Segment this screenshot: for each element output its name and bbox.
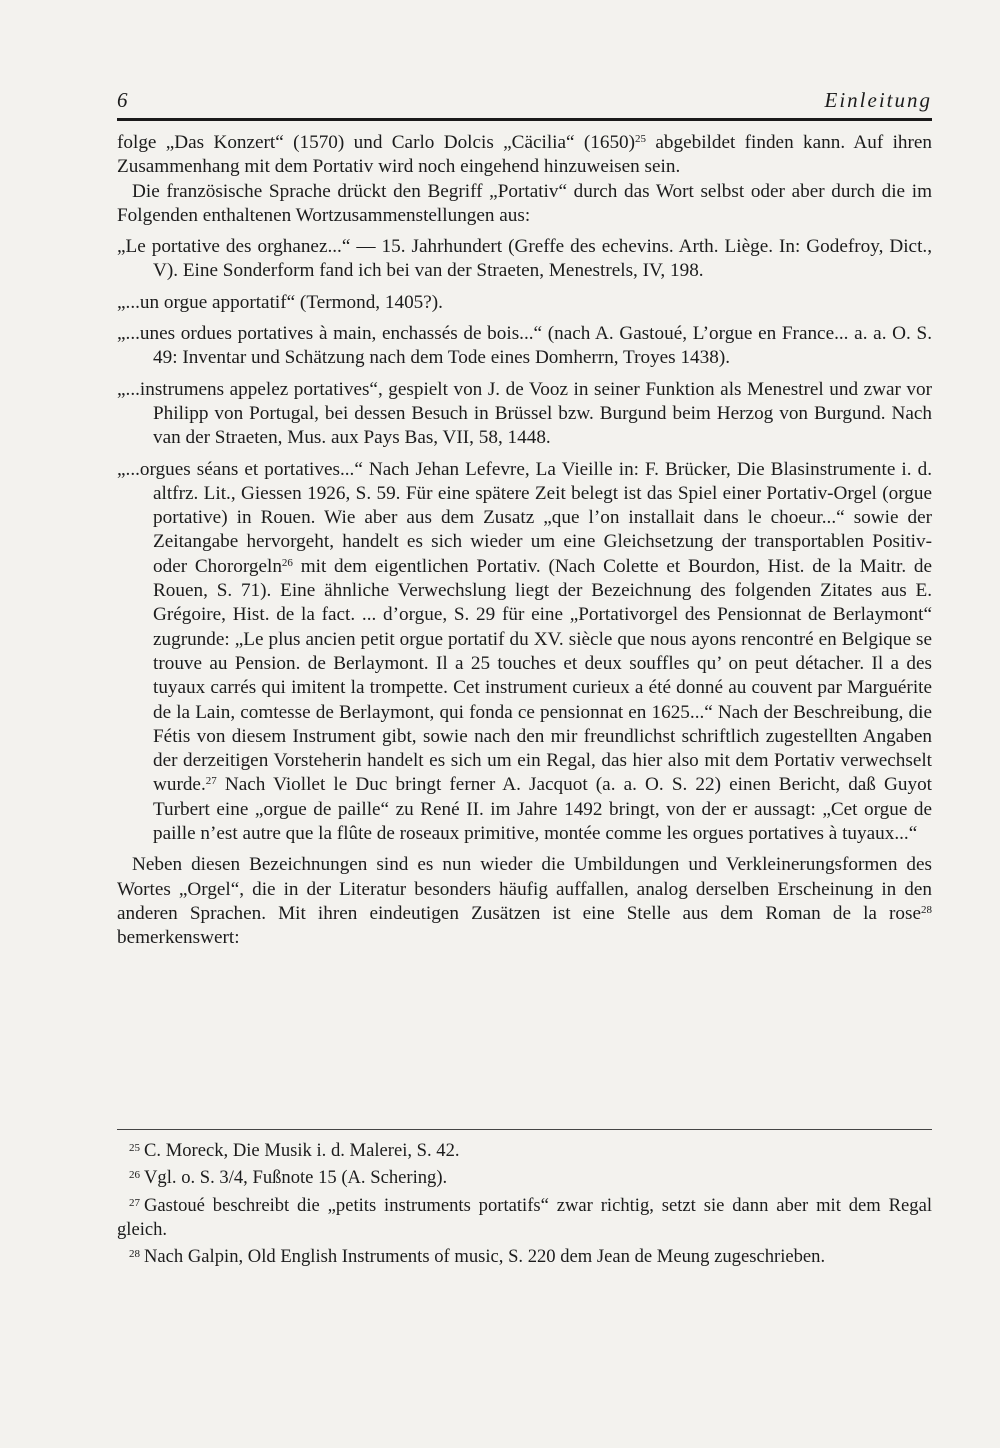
- footnote-number: 27: [129, 1196, 140, 1209]
- footnote-ref-25: 25: [635, 133, 647, 145]
- quote-le-portative: „Le portative des orghanez...“ — 15. Jahrhundert (Greffe des echevins. Arth. Liège. In: Godefroy, Dict., V). Eine Sonderform fand ich bei van der Straeten, Menestrels, IV, 198.: [117, 236, 932, 282]
- page-header: [117, 88, 932, 118]
- footnote: $^{26}$ Vgl. o. S. 3/4, Fußnote 15 (A. Schering).: [129, 1167, 448, 1189]
- paragraph-orgel-forms: Neben diesen Bezeichnungen sind es nun wieder die Umbildungen und Verkleinerungsformen des Wortes „Orgel“, die in der Literatur besonders häufig auffallen, analog derselben Erscheinung in den anderen Sprachen. Mit ihren eindeutigen Zusätzen ist eine Stelle aus dem Roman de la rose$^{28}$ bemerkenswert:: [117, 854, 932, 949]
- footnote-rule: [117, 1129, 932, 1130]
- main-text: [117, 131, 932, 951]
- footnote: $^{25}$ C. Moreck, Die Musik i. d. Malerei, S. 42.: [129, 1140, 460, 1161]
- footnote-number: 25: [129, 1142, 140, 1154]
- footnote-number: 26: [129, 1169, 140, 1182]
- footnotes: [117, 1136, 932, 1269]
- footnote: $^{28}$ Nach Galpin, Old English Instruments of music, S. 220 dem Jean de Meung zugeschrieben.: [129, 1246, 826, 1268]
- footnote: $^{27}$ Gastoué beschreibt die „petits instruments portatifs“ zwar richtig, setzt sie dann aber mit dem Regal gleich.: [117, 1194, 932, 1240]
- quote-instrumens: „...instrumens appelez portatives“, gespielt von J. de Vooz in seiner Funktion als Menestrel und zwar vor Philipp von Portugal, bei dessen Besuch in Brüssel bzw. Burgund beim Herzog von Burgund. Nach van der Straeten, Mus. aux Pays Bas, VII, 58, 1448.: [117, 378, 932, 449]
- footnote-ref-26: 26: [281, 556, 293, 569]
- footnote-number: 28: [129, 1248, 140, 1261]
- page-number: 6: [117, 88, 128, 112]
- quote-orgue-apportatif: „...un orgue apportatif“ (Termond, 1405?).: [117, 291, 443, 313]
- header-rule: [117, 118, 932, 121]
- footnote-ref-27: 27: [205, 775, 217, 788]
- footnote-ref-28: 28: [921, 903, 932, 916]
- paragraph-continued: folge „Das Konzert“ (1570) und Carlo Dolcis „Cäcilia“ $(1650)^{25}$ abgebildet finden kann. Auf ihren Zusammenhang mit dem Portativ wird noch eingehend hinzuweisen sein.: [117, 132, 933, 178]
- running-title: Einleitung: [824, 88, 932, 112]
- quote-ordues-portatives: „...unes ordues portatives à main, enchassés de bois...“ (nach A. Gastoué, L’orgue en France... a. a. O. S. 49: Inventar und Schätzung nach dem Tode eines Domherrn, Troyes 1438).: [117, 323, 932, 369]
- paragraph-french-terms: Die französische Sprache drückt den Begriff „Portativ“ durch das Wort selbst oder aber durch die im Folgenden enthaltenen Wortzusammenstellungen aus:: [117, 180, 932, 226]
- quote-orgues-seans: „...orgues séans et portatives...“ Nach Jehan Lefevre, La Vieille in: F. Brücker, Die Blasinstrumente i. d. altfrz. Lit., Giessen 1926, S. 59. Für eine spätere Zeit belegt ist das Spiel einer Portativ-Orgel (orgue portative) in Rouen. Wie aber aus dem Zusatz „que l’on installait dans le choeur...“ sowie der Zeitangabe hervorgeht, handelt es sich wieder um eine Gleichsetzung der transportablen Positiv- oder Chororgeln$^{26}$ mit dem eigentlichen Portativ. (Nach Colette et Bourdon, Hist. de la Maitr. de Rouen, S. 71). Eine ähnliche Verwechslung liegt der Bezeichnung des folgenden Zitates aus E. Grégoire, Hist. de la fact. ... d’orgue, S. 29 für eine „Portativorgel des Pensionnat de Berlaymont“ zugrunde: „Le plus ancien petit orgue portatif du XV. siècle que nous ayons rencontré en Belgique se trouve au Pension. de Berlaymont. Il a 25 touches et deux souffles qu’ on peut détacher. Il a des tuyaux carrés qui imitent la trompette. Cet instrument curieux a été donné au couvent par Marguérite de la Lain, comtesse de Berlaymont, qui fonda ce pensionnat en 1625...“ Nach der Beschreibung, die Fétis von diesem Instrument gibt, sowie nach den mir freundlichst schriftlich zugestellten Angaben der derzeitigen Vorsteherin handelt es sich um ein Regal, das hier also mit dem Portativ verwechselt wurde.$^{27}$ Nach Viollet le Duc bringt ferner A. Jacquot (a. a. O. S. 22) einen Bericht, daß Guyot Turbert eine „orgue de paille“ zu René II. im Jahre 1492 bringt, von der er aussagt: „Cet orgue de paille n’est autre que la flûte de roseaux primitive, montée comme les orgues portatives à tuyaux...“: [117, 458, 933, 845]
